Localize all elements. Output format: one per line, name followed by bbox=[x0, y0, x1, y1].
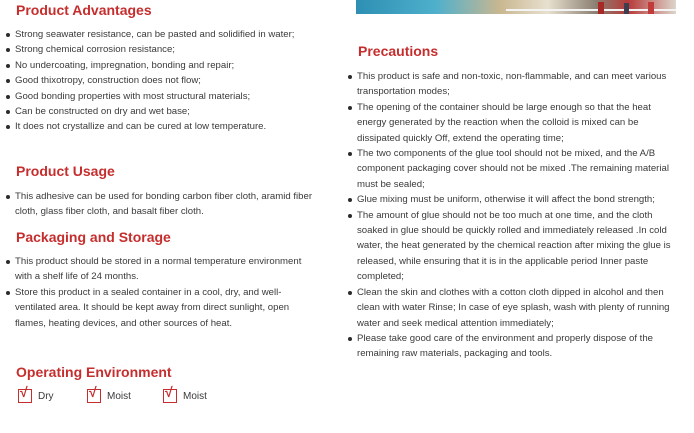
list-item: Good thixotropy, construction does not flow; bbox=[5, 73, 345, 88]
list-item: Store this product in a sealed container in a cool, dry, and well-ventilated area. It should be kept away from direct sunlight, open flames, heating devices, and other sources of heat. bbox=[5, 285, 315, 331]
env-option-label: Moist bbox=[107, 390, 131, 402]
list-item: The opening of the container should be large enough so that the heat energy generated by the reaction when the colloid is mixed can be dissipated quickly Off, extend the operating time; bbox=[347, 100, 679, 146]
env-option-moist bbox=[87, 384, 131, 403]
product-usage-heading: Product Usage bbox=[16, 163, 115, 179]
product-application-photo bbox=[356, 0, 676, 14]
env-option-label: Moist bbox=[183, 390, 207, 402]
list-item: Good bonding properties with most structural materials; bbox=[5, 89, 345, 104]
list-item: The amount of glue should not be too much at one time, and the cloth soaked in glue should be quickly rolled and immediately released .In cold water, the heat generated by the chemical reaction after mixing the glue is released, while ensuring that it is in the applicable period Inner paste completed; bbox=[347, 208, 679, 285]
checkbox-checked-icon: √ bbox=[18, 389, 32, 403]
checkbox-checked-icon: √ bbox=[87, 389, 101, 403]
operating-environment-heading: Operating Environment bbox=[16, 364, 172, 380]
list-item: Can be constructed on dry and wet base; bbox=[5, 104, 345, 119]
product-advantages-heading: Product Advantages bbox=[16, 2, 152, 18]
list-item: Please take good care of the environment and properly dispose of the remaining raw materials, packaging and tools. bbox=[347, 331, 679, 362]
env-option-dry bbox=[18, 384, 54, 403]
list-item: Glue mixing must be uniform, otherwise it will affect the bond strength; bbox=[347, 192, 679, 207]
list-item: It does not crystallize and can be cured at low temperature. bbox=[5, 119, 345, 134]
precautions-heading: Precautions bbox=[358, 43, 439, 59]
product-usage-list bbox=[5, 189, 315, 220]
list-item: Strong seawater resistance, can be pasted and solidified in water; bbox=[5, 27, 345, 42]
list-item: This adhesive can be used for bonding carbon fiber cloth, aramid fiber cloth, glass fiber cloth, and basalt fiber cloth. bbox=[5, 189, 315, 220]
list-item: Clean the skin and clothes with a cotton cloth dipped in alcohol and then clean with water Rinse; In case of eye splash, wash with plenty of running water and seek medical attention immediately; bbox=[347, 285, 679, 331]
checkbox-checked-icon: √ bbox=[163, 389, 177, 403]
env-option-moist-2 bbox=[163, 384, 207, 403]
list-item: Strong chemical corrosion resistance; bbox=[5, 42, 345, 57]
list-item: This product is safe and non-toxic, non-flammable, and can meet various transportation modes; bbox=[347, 69, 679, 100]
list-item: No undercoating, impregnation, bonding and repair; bbox=[5, 58, 345, 73]
env-option-label: Dry bbox=[38, 390, 54, 402]
packaging-storage-list bbox=[5, 254, 315, 331]
precautions-list bbox=[347, 69, 679, 362]
product-advantages-list bbox=[5, 27, 345, 135]
list-item: The two components of the glue tool should not be mixed, and the A/B component packaging cover should not be mixed .The remaining material must be sealed; bbox=[347, 146, 679, 192]
packaging-storage-heading: Packaging and Storage bbox=[16, 229, 171, 245]
list-item: This product should be stored in a normal temperature environment with a shelf life of 24 months. bbox=[5, 254, 315, 285]
